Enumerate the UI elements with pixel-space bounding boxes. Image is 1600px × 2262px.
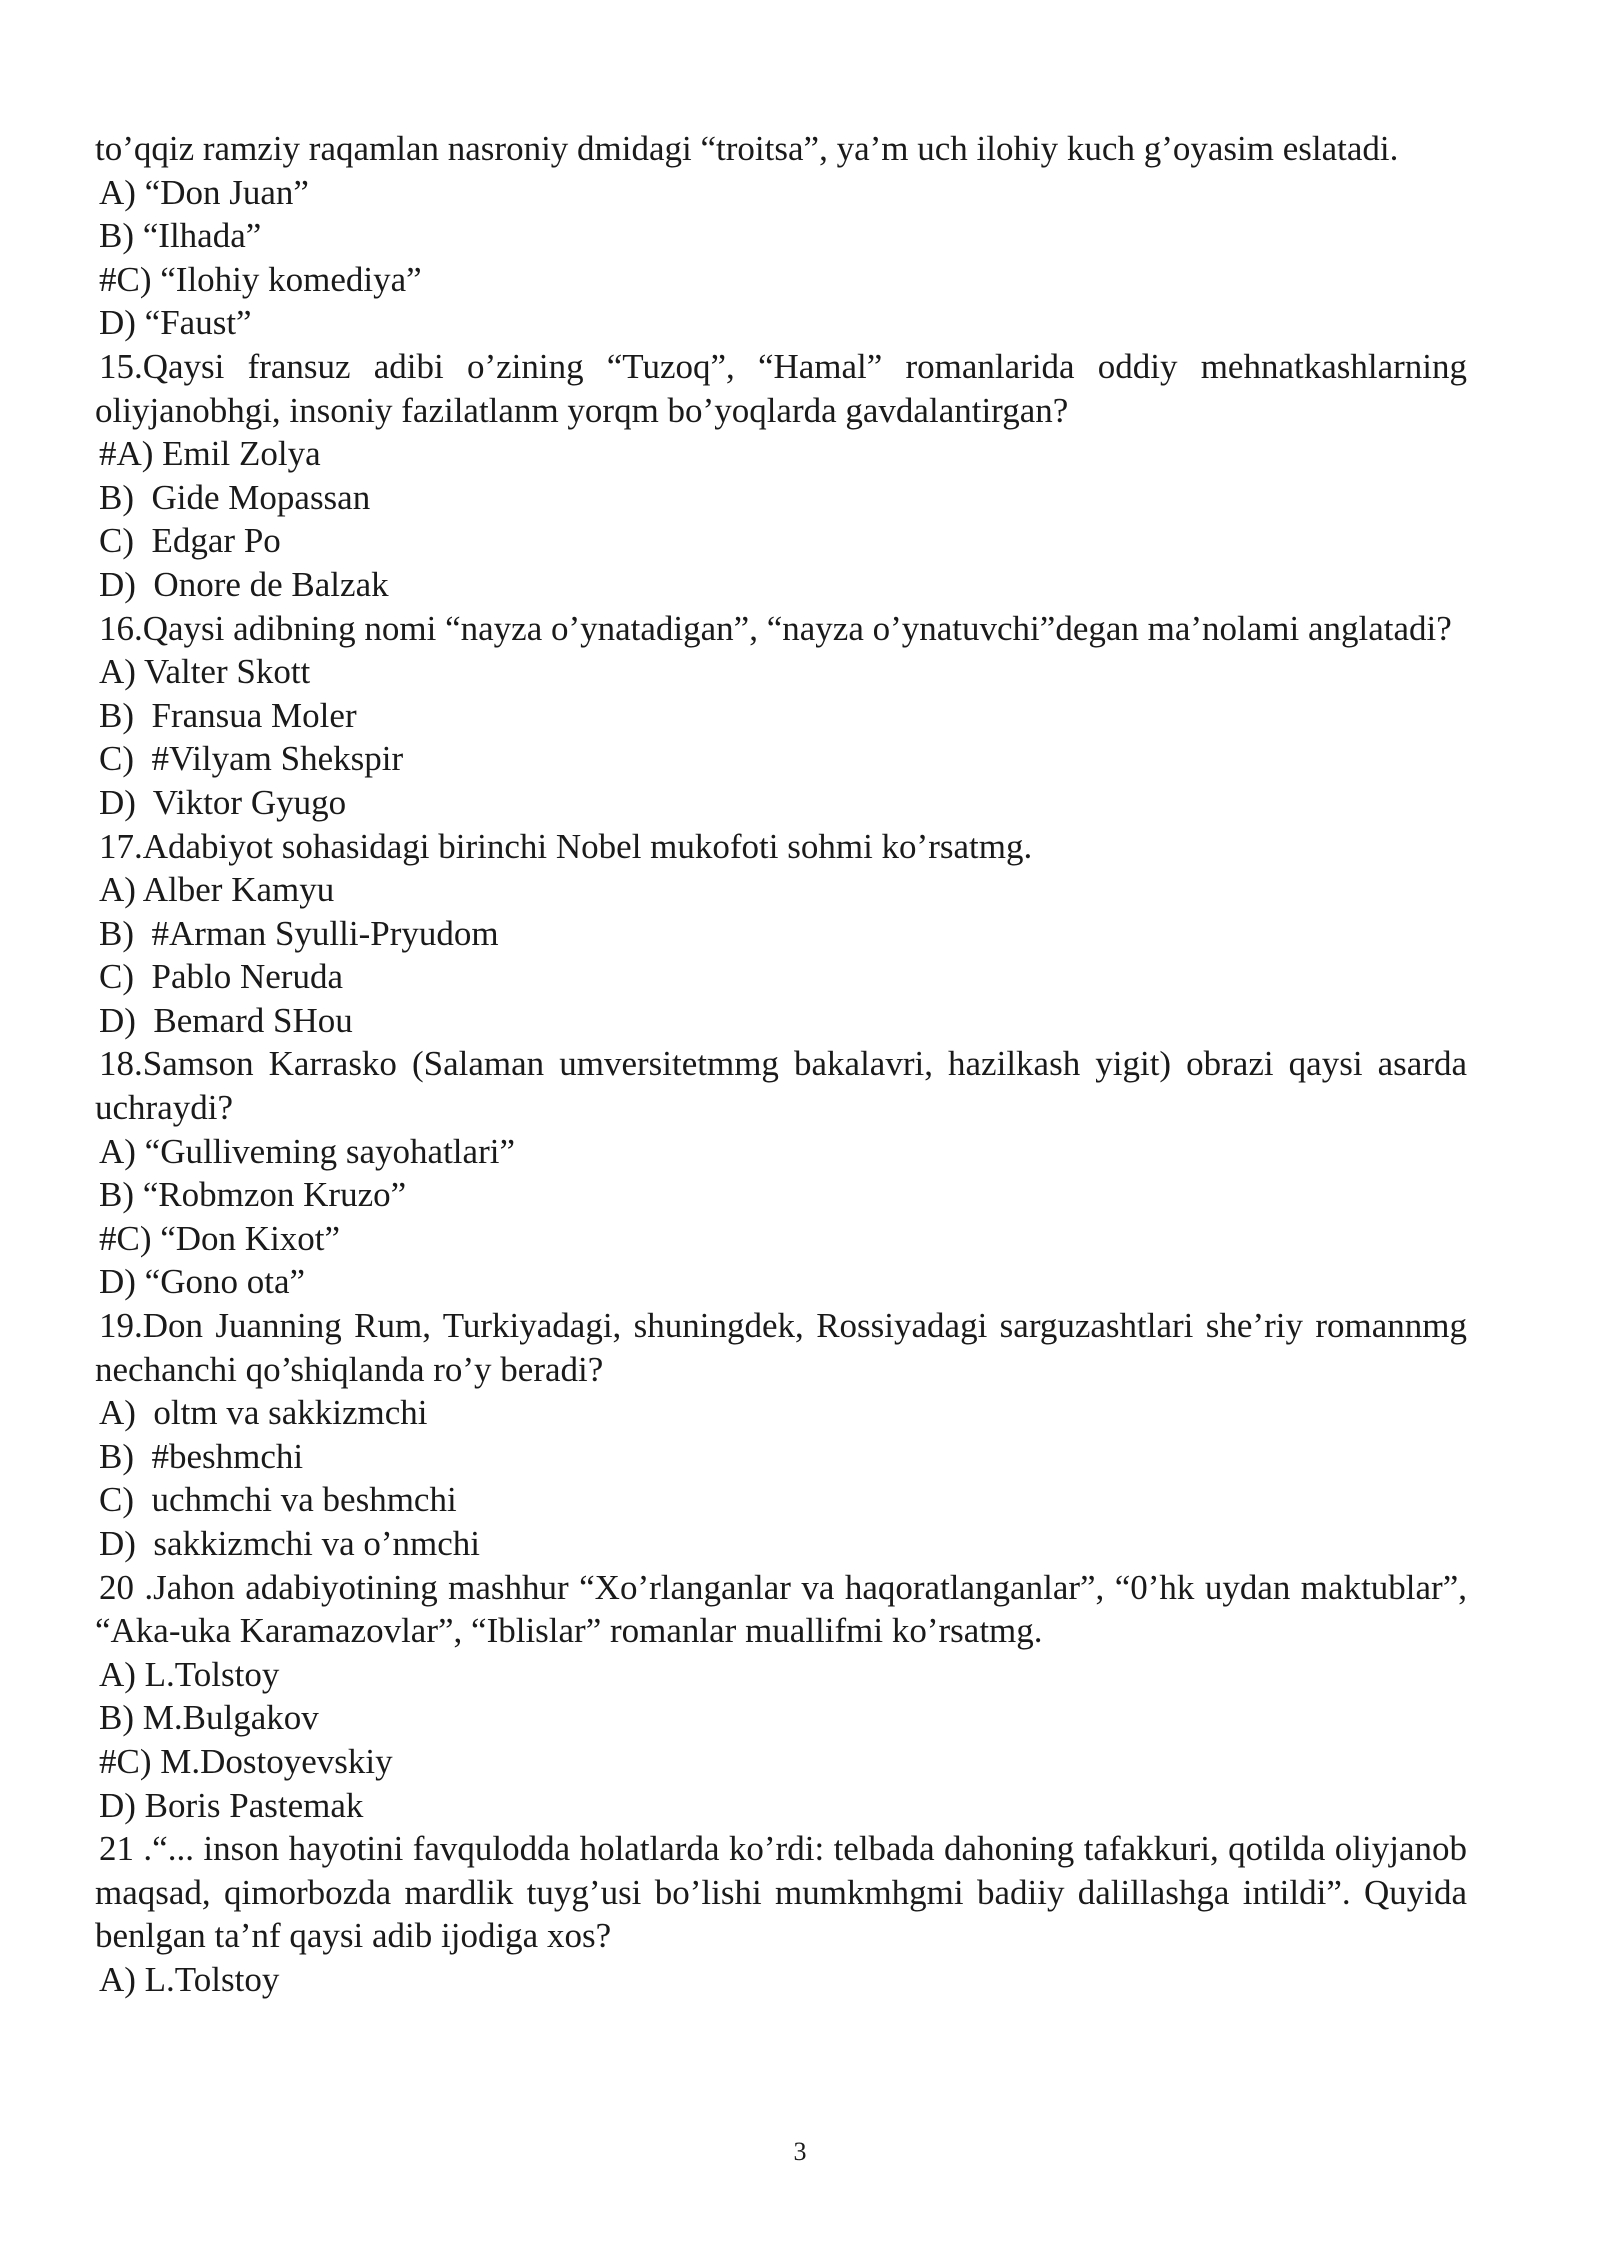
option-b: B) M.Bulgakov xyxy=(99,1698,319,1738)
option-d: D) Viktor Gyugo xyxy=(99,782,347,822)
question-block-21 xyxy=(95,1827,1467,2001)
question-block-18 xyxy=(95,1042,1467,1304)
option-a: A) oltm va sakkizmchi xyxy=(99,1393,428,1433)
question-text: 17.Adabiyot sohasidagi birinchi Nobel mukofoti sohmi ko’rsatmg. xyxy=(99,826,1033,866)
question-block-20 xyxy=(95,1566,1467,1828)
option-c: #C) M.Dostoyevskiy xyxy=(99,1741,393,1781)
option-b: B) #Arman Syulli-Pryudom xyxy=(99,913,499,953)
option-b: B) Gide Mopassan xyxy=(99,477,371,517)
option-d: D) Onore de Balzak xyxy=(99,564,389,604)
page-number: 3 xyxy=(793,2137,807,2166)
option-d: D) Bemard SHou xyxy=(99,1000,353,1040)
question-block-15 xyxy=(95,345,1467,607)
option-b: B) Fransua Moler xyxy=(99,695,357,735)
option-a: A) “Gulliveming sayohatlari” xyxy=(99,1131,515,1171)
option-c: #C) “Ilohiy komediya” xyxy=(99,259,422,299)
option-a: A) Valter Skott xyxy=(99,652,311,692)
option-a: A) Alber Kamyu xyxy=(99,870,335,910)
question-text: 20 .Jahon adabiyotining mashhur “Xo’rlanganlar va haqoratlanganlar”, “0’hk uydan maktublar”, “Aka-uka Karamazovlar”, “Iblislar” romanlar muallifmi ko’rsatmg. xyxy=(95,1567,1467,1651)
option-d: D) “Gono ota” xyxy=(99,1262,306,1302)
option-c: C) Pablo Neruda xyxy=(99,957,343,997)
question-text: 16.Qaysi adibning nomi “nayza o’ynatadigan”, “nayza o’ynatuvchi”degan ma’nolami anglatadi? xyxy=(99,608,1452,648)
option-c: C) #Vilyam Shekspir xyxy=(99,739,404,779)
option-b: B) #beshmchi xyxy=(99,1436,304,1476)
option-d: D) “Faust” xyxy=(99,303,252,343)
question-block-14 xyxy=(95,127,1467,345)
option-c: C) Edgar Po xyxy=(99,521,281,561)
option-b: B) “Robmzon Kruzo” xyxy=(99,1175,407,1215)
option-a: A) “Don Juan” xyxy=(99,172,309,212)
question-text: 15.Qaysi fransuz adibi o’zining “Tuzoq”, “Hamal” romanlarida oddiy mehnatkashlarning oliyjanobhgi, insoniy fazilatlanm yorqm bo’yoqlarda gavdalantirgan? xyxy=(95,346,1467,430)
option-b: B) “Ilhada” xyxy=(99,216,262,256)
question-text: 19.Don Juanning Rum, Turkiyadagi, shuningdek, Rossiyadagi sarguzashtlari she’riy romannmg nechanchi qo’shiqlanda ro’y beradi? xyxy=(95,1306,1467,1389)
question-block-17 xyxy=(95,825,1467,1043)
option-a: A) L.Tolstoy xyxy=(99,1959,280,1999)
option-a: A) L.Tolstoy xyxy=(99,1654,280,1694)
question-text: to’qqiz ramziy raqamlan nasroniy dmidagi “troitsa”, ya’m uch ilohiy kuch g’oyasim eslatadi. xyxy=(95,129,1399,168)
option-a: #A) Emil Zolya xyxy=(99,434,321,474)
question-text: 21 .“... inson hayotini favqulodda holatlarda ko’rdi: telbada dahoning tafakkuri, qotilda oliyjanob maqsad, qimorbozda mardlik tuyg’usi bo’lishi mumkmhgmi badiiy dalillashga intildi”. Quyida benlgan ta’nf qaysi adib ijodiga xos? xyxy=(95,1829,1467,1956)
option-d: D) sakkizmchi va o’nmchi xyxy=(99,1524,481,1563)
option-c: C) uchmchi va beshmchi xyxy=(99,1480,457,1520)
document-page xyxy=(95,127,1467,2002)
question-block-19 xyxy=(95,1304,1467,1566)
question-block-16 xyxy=(95,607,1467,825)
option-d: D) Boris Pastemak xyxy=(99,1785,364,1825)
question-text: 18.Samson Karrasko (Salaman umversitetmmg bakalavri, hazilkash yigit) obrazi qaysi asarda uchraydi? xyxy=(95,1044,1467,1128)
option-c: #C) “Don Kixot” xyxy=(99,1218,341,1258)
